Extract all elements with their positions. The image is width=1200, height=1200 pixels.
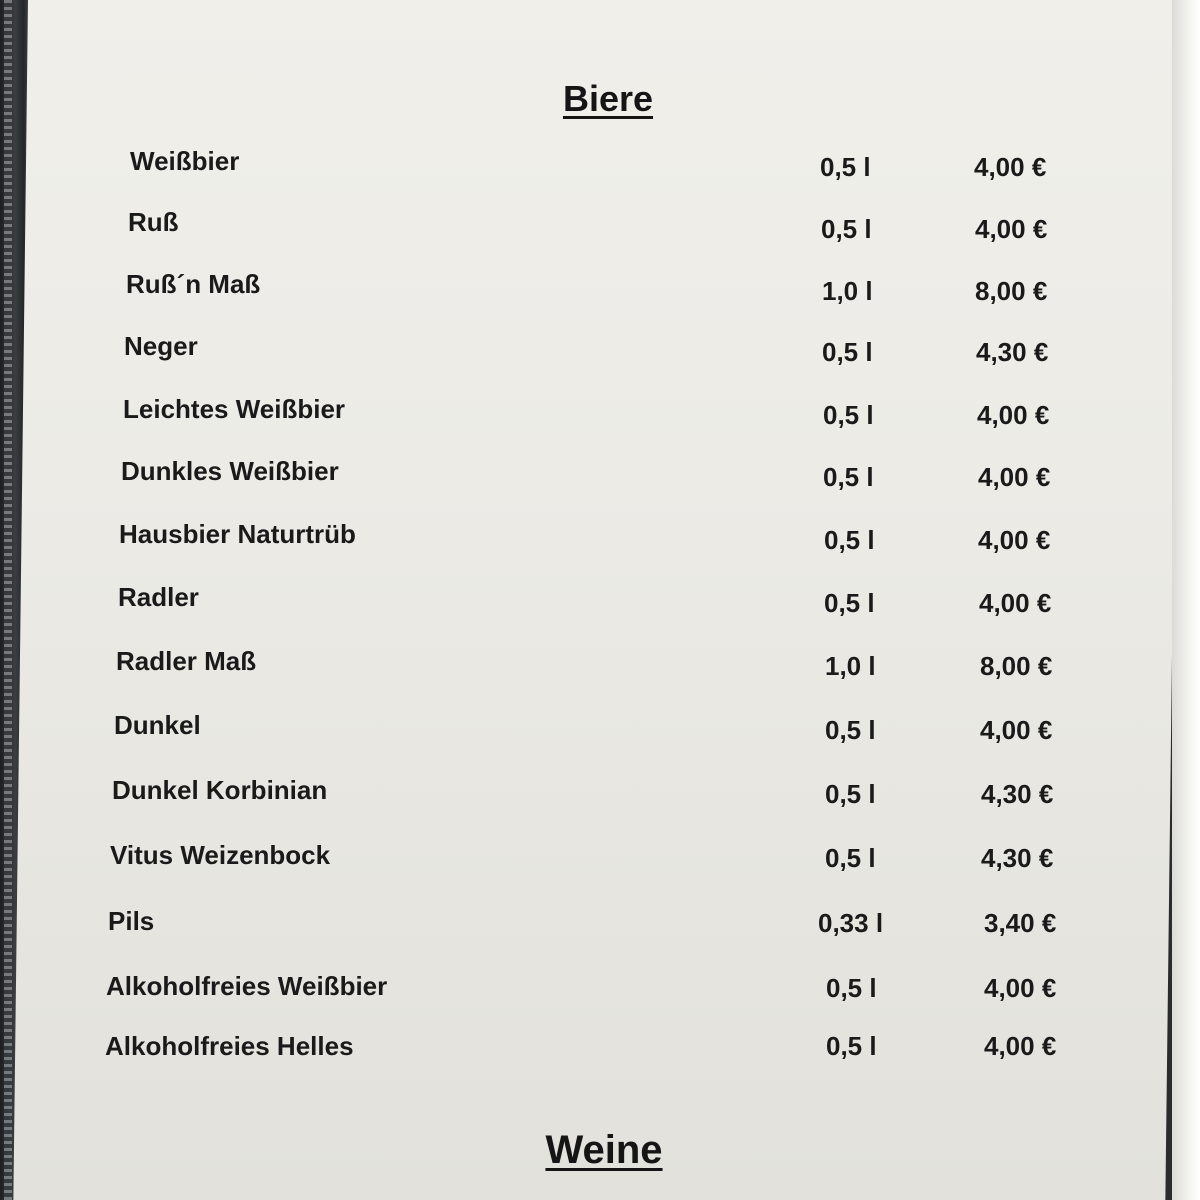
item-price: 4,00 €: [979, 588, 1052, 618]
item-name: Ruß: [128, 207, 179, 237]
item-volume: 1,0 l: [822, 276, 873, 306]
item-volume: 0,5 l: [825, 715, 876, 745]
menu-item: [0, 775, 1200, 811]
item-price: 8,00 €: [975, 276, 1048, 306]
item-name: Neger: [124, 331, 198, 361]
menu-item: [0, 146, 1200, 182]
menu-item: [0, 456, 1200, 492]
item-name: Pils: [108, 906, 155, 936]
item-name: Alkoholfreies Helles: [105, 1031, 354, 1061]
item-volume: 0,5 l: [824, 525, 875, 555]
item-price: 4,00 €: [984, 973, 1057, 1003]
menu-item: [0, 971, 1200, 1007]
item-price: 4,00 €: [980, 715, 1053, 745]
menu-item: [0, 710, 1200, 746]
item-price: 4,00 €: [978, 462, 1051, 492]
item-name: Radler: [118, 582, 199, 612]
item-price: 4,00 €: [977, 400, 1050, 430]
item-name: Alkoholfreies Weißbier: [106, 971, 388, 1001]
menu-item: [0, 906, 1200, 942]
item-price: 4,00 €: [984, 1031, 1057, 1061]
item-volume: 0,5 l: [824, 588, 875, 618]
item-name: Dunkel Korbinian: [112, 775, 328, 805]
section-title-weine: Weine: [545, 1128, 663, 1172]
item-volume: 0,5 l: [823, 400, 874, 430]
item-price: 3,40 €: [984, 908, 1057, 938]
menu-item: [0, 840, 1200, 876]
item-name: Radler Maß: [116, 646, 257, 676]
item-price: 4,30 €: [981, 779, 1054, 809]
menu-item: [0, 1031, 1200, 1067]
item-volume: 0,33 l: [818, 908, 884, 938]
menu-item: [0, 331, 1200, 367]
item-name: Dunkles Weißbier: [121, 456, 339, 486]
item-price: 4,00 €: [978, 525, 1051, 555]
item-price: 4,00 €: [975, 214, 1048, 244]
item-name: Ruß´n Maß: [126, 269, 261, 299]
item-volume: 0,5 l: [826, 1031, 877, 1061]
item-name: Weißbier: [130, 146, 240, 176]
item-volume: 1,0 l: [825, 651, 876, 681]
item-volume: 0,5 l: [825, 779, 876, 809]
item-name: Dunkel: [114, 710, 201, 740]
item-volume: 0,5 l: [822, 337, 873, 367]
item-price: 4,00 €: [974, 152, 1047, 182]
item-volume: 0,5 l: [820, 152, 871, 182]
menu-item: [0, 519, 1200, 555]
menu-item: [0, 269, 1200, 305]
item-name: Hausbier Naturtrüb: [119, 519, 356, 549]
menu-item: [0, 207, 1200, 243]
item-volume: 0,5 l: [825, 843, 876, 873]
menu-item: [0, 646, 1200, 682]
item-name: Leichtes Weißbier: [123, 394, 346, 424]
menu-item: [0, 582, 1200, 618]
item-volume: 0,5 l: [823, 462, 874, 492]
section-title-biere: Biere: [562, 78, 654, 119]
menu-item: [0, 394, 1200, 430]
item-name: Vitus Weizenbock: [110, 840, 331, 870]
item-price: 4,30 €: [981, 843, 1054, 873]
item-price: 4,30 €: [976, 337, 1049, 367]
item-price: 8,00 €: [980, 651, 1053, 681]
item-volume: 0,5 l: [826, 973, 877, 1003]
item-volume: 0,5 l: [821, 214, 872, 244]
